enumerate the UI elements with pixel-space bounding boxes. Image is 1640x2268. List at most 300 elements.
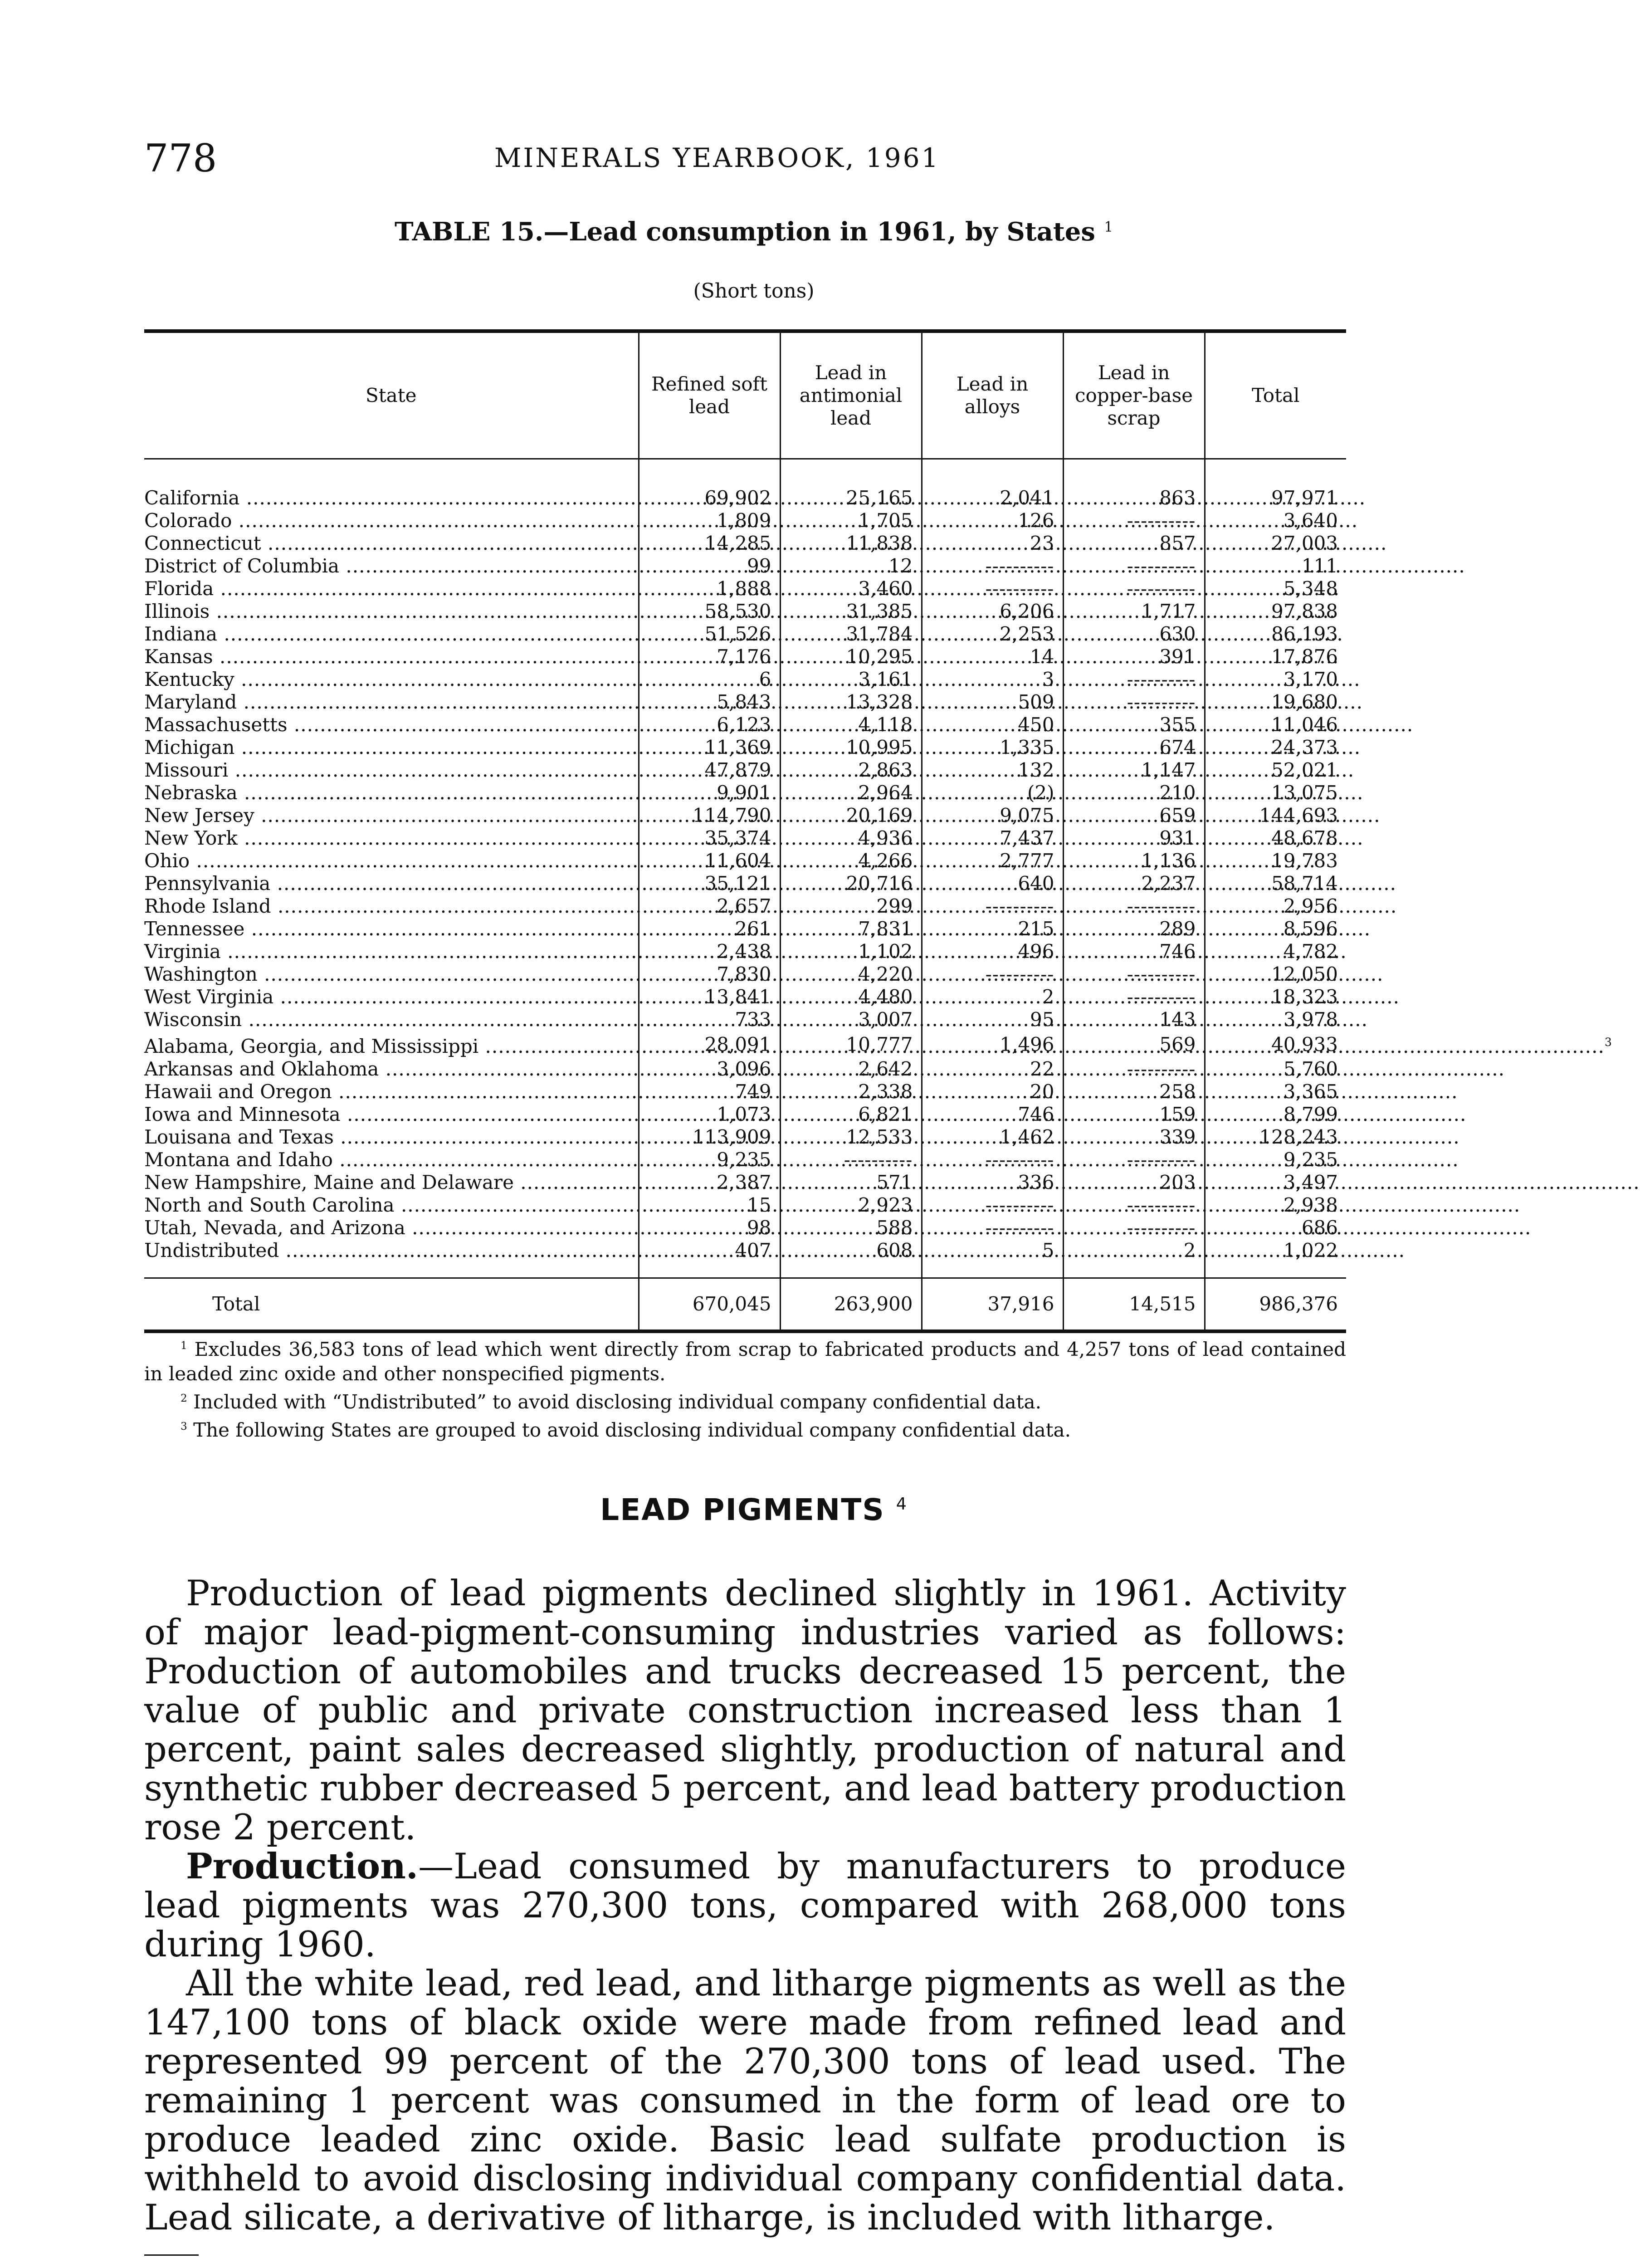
table-row [144,827,1346,850]
cell-alloys: 336 [922,1171,1063,1194]
cell-copper-scrap: ---------- [1063,1194,1205,1217]
column-header-state: State [144,331,639,459]
cell-antimonial: 4,266 [780,850,922,872]
cell-copper-scrap: ---------- [1063,555,1205,577]
table-row [144,623,1346,645]
cell-alloys: 23 [922,532,1063,555]
cell-total: 48,678 [1205,827,1346,850]
table-row [144,577,1346,600]
cell-refined: 99 [639,555,780,577]
cell-total: 5,760 [1205,1058,1346,1080]
cell-antimonial: 4,936 [780,827,922,850]
cell-state [144,459,639,510]
footnote-3 [144,1414,1346,1442]
state-name: Colorado ..... [144,509,1358,532]
cell-antimonial: 20,169 [780,804,922,827]
state-name: Maryland ..... [144,691,1363,713]
cell-copper-scrap: ---------- [1063,1058,1205,1080]
cell-alloys: 2 [922,986,1063,1008]
table-row [144,459,1346,510]
cell-refined: 733 [639,1008,780,1031]
table-body [144,459,1612,1278]
table-row [144,736,1346,759]
cell-alloys: 132 [922,759,1063,782]
cell-copper-scrap: ---------- [1063,1149,1205,1171]
state-name: Virginia ..... [144,940,1347,963]
cell-total: 111 [1205,555,1346,577]
cell-alloys: 9,075 [922,804,1063,827]
cell-refined: 2,387 [639,1171,780,1194]
cell-state [144,963,639,986]
cell-state [144,1008,639,1031]
cell-total: 40,933 [1205,1031,1346,1058]
state-name: Kansas ..... [144,645,1339,668]
cell-antimonial: 10,995 [780,736,922,759]
cell-state [144,986,639,1008]
cell-refined: 9,235 [639,1149,780,1171]
paragraph-3: All the white lead, red lead, and litharge pigments as well as the 147,100 tons of black oxide were made from refined lead and represented 99 percent of the 270,300 tons of lead used. The remaining 1 percent was consumed in the form of lead ore to produce leaded zinc oxide. Basic lead sulfate production is withheld to avoid disclosing individual company confidential data. Lead silicate, a derivative of litharge, is included with litharge. [144,1963,1346,2238]
cell-total: 2,938 [1205,1194,1346,1217]
cell-total: 3,497 [1205,1171,1346,1194]
cell-alloys: ---------- [922,1194,1063,1217]
cell-antimonial: 25,165 [780,459,922,510]
cell-copper-scrap: ---------- [1063,577,1205,600]
total-refined: 670,045 [639,1278,780,1332]
state-name: Tennessee ..... [144,918,1371,940]
total-label: Total [144,1278,639,1332]
table-row [144,1008,1346,1031]
table-title-note: 1 [1104,219,1113,235]
state-name: Ohio ..... [144,850,1316,872]
cell-alloys: 1,496 [922,1031,1063,1058]
table-row [144,1031,1346,1058]
table-row [144,1126,1346,1149]
table-row [144,1171,1346,1194]
cell-total: 686 [1205,1217,1346,1239]
cell-state [144,895,639,918]
cell-antimonial: 11,838 [780,532,922,555]
section-heading [0,1492,1508,1527]
cell-alloys: 2,777 [922,850,1063,872]
cell-total: 2,956 [1205,895,1346,918]
cell-alloys: 22 [922,1058,1063,1080]
cell-refined: 9,901 [639,782,780,804]
cell-refined: 407 [639,1239,780,1278]
cell-antimonial: 13,328 [780,691,922,714]
cell-alloys: 496 [922,940,1063,963]
table-row [144,509,1346,532]
cell-antimonial: 4,220 [780,963,922,986]
cell-total: 4,782 [1205,940,1346,963]
cell-total: 3,170 [1205,668,1346,691]
cell-refined: 35,374 [639,827,780,850]
cell-refined: 13,841 [639,986,780,1008]
table-row [144,872,1346,895]
cell-total: 12,050 [1205,963,1346,986]
cell-antimonial: 1,705 [780,509,922,532]
cell-state [144,600,639,623]
cell-alloys: 20 [922,1080,1063,1103]
cell-copper-scrap: 355 [1063,714,1205,736]
state-name: California ..... [144,487,1366,509]
cell-alloys: 640 [922,872,1063,895]
cell-refined: 51,526 [639,623,780,645]
cell-alloys: 95 [922,1008,1063,1031]
cell-refined: 7,176 [639,645,780,668]
cell-state [144,714,639,736]
cell-total: 24,373 [1205,736,1346,759]
lead-consumption-table [144,329,1612,1333]
cell-state [144,1080,639,1103]
cell-total: 58,714 [1205,872,1346,895]
cell-total: 3,978 [1205,1008,1346,1031]
state-name: Montana and Idaho ..... [144,1149,1459,1171]
cell-alloys: (2) [922,782,1063,804]
cell-total: 5,348 [1205,577,1346,600]
cell-alloys: 2,253 [922,623,1063,645]
cell-alloys: 126 [922,509,1063,532]
state-name: Louisana and Texas ..... [144,1126,1460,1148]
cell-refined: 6,123 [639,714,780,736]
cell-total: 97,971 [1205,459,1346,510]
cell-total: 97,838 [1205,600,1346,623]
state-name: Undistributed ..... [144,1239,1405,1261]
cell-alloys: ---------- [922,963,1063,986]
cell-copper-scrap: ---------- [1063,986,1205,1008]
cell-copper-scrap: 863 [1063,459,1205,510]
running-title: MINERALS YEARBOOK, 1961 [494,142,940,173]
cell-state [144,1217,639,1239]
footnote-1 [144,1334,1346,1386]
paragraph-2 [144,1847,1346,1964]
cell-state [144,1194,639,1217]
cell-refined: 69,902 [639,459,780,510]
cell-total: 13,075 [1205,782,1346,804]
cell-state [144,918,639,940]
cell-state [144,668,639,691]
state-name: Hawaii and Oregon ..... [144,1080,1458,1103]
footnote-marker: 2 [181,1393,187,1404]
table-row [144,1058,1346,1080]
cell-copper-scrap: 1,136 [1063,850,1205,872]
total-total: 986,376 [1205,1278,1346,1332]
cell-antimonial: ---------- [780,1149,922,1171]
state-name: Illinois ..... [144,600,1336,622]
cell-refined: 2,438 [639,940,780,963]
state-name: Wisconsin ..... [144,1008,1368,1031]
cell-alloys: ---------- [922,1149,1063,1171]
cell-copper-scrap: ---------- [1063,668,1205,691]
state-name: Connecticut ..... [144,532,1387,554]
cell-antimonial: 12 [780,555,922,577]
cell-state [144,1103,639,1126]
cell-alloys: 1,462 [922,1126,1063,1149]
cell-antimonial: 2,642 [780,1058,922,1080]
cell-copper-scrap: ---------- [1063,691,1205,714]
state-name: Missouri ..... [144,759,1354,781]
cell-state [144,872,639,895]
cell-total: 86,193 [1205,623,1346,645]
state-name: North and South Carolina ..... [144,1194,1520,1216]
cell-total: 1,022 [1205,1239,1346,1278]
cell-total: 18,323 [1205,986,1346,1008]
total-copper-scrap: 14,515 [1063,1278,1205,1332]
cell-antimonial: 571 [780,1171,922,1194]
footnote-marker: 1 [181,1340,187,1352]
cell-refined: 35,121 [639,872,780,895]
cell-antimonial: 608 [780,1239,922,1278]
column-header-refined: Refined soft lead [639,331,780,459]
state-name: Rhode Island ..... [144,895,1397,917]
cell-alloys: 215 [922,918,1063,940]
table-row [144,782,1346,804]
table-row [144,759,1346,782]
state-name: Nebraska ..... [144,782,1363,804]
table-row [144,714,1346,736]
column-header-alloys: Lead in alloys [922,331,1063,459]
cell-refined: 11,604 [639,850,780,872]
cell-refined: 749 [639,1080,780,1103]
table-row [144,850,1346,872]
cell-state [144,532,639,555]
cell-state [144,577,639,600]
state-name: Pennsylvania ..... [144,872,1396,894]
table-header-row [144,331,1346,459]
cell-total: 9,235 [1205,1149,1346,1171]
paragraph-2-text: —Lead consumed by manufacturers to produce lead pigments was 270,300 tons, compared with 268,000 tons during 1960. [144,1846,1346,1965]
table-title [0,217,1508,247]
table-row [144,940,1346,963]
cell-alloys: 2,041 [922,459,1063,510]
table-row [144,1217,1346,1239]
cell-antimonial: 31,784 [780,623,922,645]
table-row [144,555,1346,577]
state-name: Florida ..... [144,577,1340,600]
table-row [144,691,1346,714]
total-row [144,1278,1346,1332]
cell-alloys: ---------- [922,577,1063,600]
cell-alloys: 450 [922,714,1063,736]
cell-total: 144,693 [1205,804,1346,827]
cell-antimonial: 10,295 [780,645,922,668]
cell-copper-scrap: 2 [1063,1239,1205,1278]
cell-copper-scrap: ---------- [1063,509,1205,532]
cell-refined: 15 [639,1194,780,1217]
cell-alloys: ---------- [922,555,1063,577]
table-row [144,1103,1346,1126]
footnote-text: The following States are grouped to avoid disclosing individual company confidential data. [193,1419,1071,1441]
cell-refined: 3,096 [639,1058,780,1080]
table-row [144,918,1346,940]
cell-copper-scrap: ---------- [1063,963,1205,986]
state-name: New Jersey ..... [144,804,1380,826]
state-name: Arkansas and Oklahoma ..... [144,1058,1505,1080]
cell-alloys: 7,437 [922,827,1063,850]
cell-copper-scrap: 931 [1063,827,1205,850]
cell-state [144,736,639,759]
table-row [144,804,1346,827]
column-header-antimonial: Lead in antimonial lead [780,331,922,459]
cell-copper-scrap: 289 [1063,918,1205,940]
cell-refined: 2,657 [639,895,780,918]
column-header-total: Total [1205,331,1346,459]
state-name: Michigan ..... [144,736,1361,758]
total-alloys: 37,916 [922,1278,1063,1332]
cell-antimonial: 2,964 [780,782,922,804]
cell-copper-scrap: 1,147 [1063,759,1205,782]
cell-alloys: ---------- [922,895,1063,918]
cell-antimonial: 20,716 [780,872,922,895]
cell-copper-scrap: 857 [1063,532,1205,555]
cell-refined: 1,809 [639,509,780,532]
cell-refined: 47,879 [639,759,780,782]
cell-state [144,827,639,850]
table-unit: (Short tons) [693,279,815,303]
state-name: Utah, Nevada, and Arizona ..... [144,1217,1531,1239]
cell-state [144,1126,639,1149]
state-name: Alabama, Georgia, and Mississippi ..... [144,1035,1605,1057]
cell-refined: 1,073 [639,1103,780,1126]
cell-antimonial: 2,338 [780,1080,922,1103]
cell-refined: 261 [639,918,780,940]
cell-copper-scrap: 569 [1063,1031,1205,1058]
cell-state [144,645,639,668]
table-row [144,1194,1346,1217]
cell-copper-scrap: 746 [1063,940,1205,963]
cell-copper-scrap: 203 [1063,1171,1205,1194]
cell-alloys: ---------- [922,1217,1063,1239]
cell-state [144,555,639,577]
state-name: West Virginia ..... [144,986,1400,1008]
cell-total: 27,003 [1205,532,1346,555]
cell-antimonial: 3,007 [780,1008,922,1031]
cell-refined: 14,285 [639,532,780,555]
cell-state [144,782,639,804]
cell-total: 8,799 [1205,1103,1346,1126]
cell-total: 8,596 [1205,918,1346,940]
cell-antimonial: 3,460 [780,577,922,600]
cell-refined: 6 [639,668,780,691]
cell-antimonial: 299 [780,895,922,918]
state-name: New Hampshire, Maine and Delaware ..... [144,1171,1640,1193]
page-number: 778 [144,136,217,181]
cell-copper-scrap: 674 [1063,736,1205,759]
cell-copper-scrap: 339 [1063,1126,1205,1149]
cell-state [144,509,639,532]
table-title-text: TABLE 15.—Lead consumption in 1961, by States [394,217,1095,247]
cell-copper-scrap: 1,717 [1063,600,1205,623]
state-name: Kentucky ..... [144,668,1360,690]
cell-total: 3,365 [1205,1080,1346,1103]
cell-copper-scrap: 159 [1063,1103,1205,1126]
state-footnote-marker: 3 [1604,1036,1612,1049]
state-name: New York ..... [144,827,1363,849]
state-name: Iowa and Minnesota ..... [144,1103,1466,1125]
cell-refined: 28,091 [639,1031,780,1058]
cell-refined: 98 [639,1217,780,1239]
cell-state [144,1149,639,1171]
total-antimonial: 263,900 [780,1278,922,1332]
section-heading-text: LEAD PIGMENTS [600,1492,885,1527]
cell-antimonial: 588 [780,1217,922,1239]
cell-alloys: 1,335 [922,736,1063,759]
cell-total: 128,243 [1205,1126,1346,1149]
cell-copper-scrap: 210 [1063,782,1205,804]
footnote-text: Included with “Undistributed” to avoid disclosing individual company confidential data. [193,1391,1041,1413]
cell-alloys: 3 [922,668,1063,691]
cell-refined: 11,369 [639,736,780,759]
cell-copper-scrap: 391 [1063,645,1205,668]
table-row [144,532,1346,555]
cell-antimonial: 10,777 [780,1031,922,1058]
cell-copper-scrap: 630 [1063,623,1205,645]
cell-state [144,1058,639,1080]
cell-total: 19,680 [1205,691,1346,714]
state-name: Indiana ..... [144,623,1343,645]
footnote-marker: 3 [181,1421,187,1432]
cell-copper-scrap: 143 [1063,1008,1205,1031]
cell-state [144,850,639,872]
cell-copper-scrap: 2,237 [1063,872,1205,895]
cell-state [144,940,639,963]
cell-antimonial: 2,923 [780,1194,922,1217]
paragraph-run-in-heading: Production. [186,1846,419,1887]
cell-refined: 113,909 [639,1126,780,1149]
cell-state [144,804,639,827]
cell-copper-scrap: ---------- [1063,1217,1205,1239]
table-row [144,986,1346,1008]
state-name: District of Columbia ..... [144,555,1465,577]
cell-copper-scrap: 659 [1063,804,1205,827]
cell-alloys: 14 [922,645,1063,668]
table-row [144,895,1346,918]
table-row [144,1080,1346,1103]
cell-refined: 1,888 [639,577,780,600]
section-heading-note: 4 [896,1494,908,1514]
cell-total: 3,640 [1205,509,1346,532]
cell-total: 52,021 [1205,759,1346,782]
state-name: Massachusetts ..... [144,714,1413,736]
cell-alloys: 5 [922,1239,1063,1278]
state-name: Washington ..... [144,963,1383,985]
cell-antimonial: 4,118 [780,714,922,736]
cell-total: 17,876 [1205,645,1346,668]
table-row [144,1149,1346,1171]
cell-antimonial: 6,821 [780,1103,922,1126]
cell-copper-scrap: 258 [1063,1080,1205,1103]
table-row [144,1239,1346,1278]
cell-alloys: 509 [922,691,1063,714]
table-row [144,645,1346,668]
cell-state [144,623,639,645]
column-header-copper-scrap: Lead in copper-base scrap [1063,331,1205,459]
cell-copper-scrap: ---------- [1063,895,1205,918]
footnote-text: Excludes 36,583 tons of lead which went directly from scrap to fabricated products and 4,257 tons of lead contained in leaded zinc oxide and other nonspecified pigments. [144,1338,1346,1385]
table-row [144,668,1346,691]
cell-refined: 114,790 [639,804,780,827]
cell-total: 11,046 [1205,714,1346,736]
cell-state [144,1171,639,1194]
cell-state [144,691,639,714]
paragraph-1: Production of lead pigments declined slightly in 1961. Activity of major lead-pigment-consuming industries varied as follows: Production of automobiles and trucks decreased 15 percent, the value of public and private construction increased less than 1 percent, paint sales decreased slightly, production of natural and synthetic rubber decreased 5 percent, and lead battery production rose 2 percent. [144,1573,1346,1848]
cell-refined: 7,830 [639,963,780,986]
cell-alloys: 6,206 [922,600,1063,623]
cell-antimonial: 2,863 [780,759,922,782]
section-body [144,1574,1346,2237]
cell-total: 19,783 [1205,850,1346,872]
footnote-2 [144,1386,1346,1414]
table-footnotes [144,1334,1346,1442]
